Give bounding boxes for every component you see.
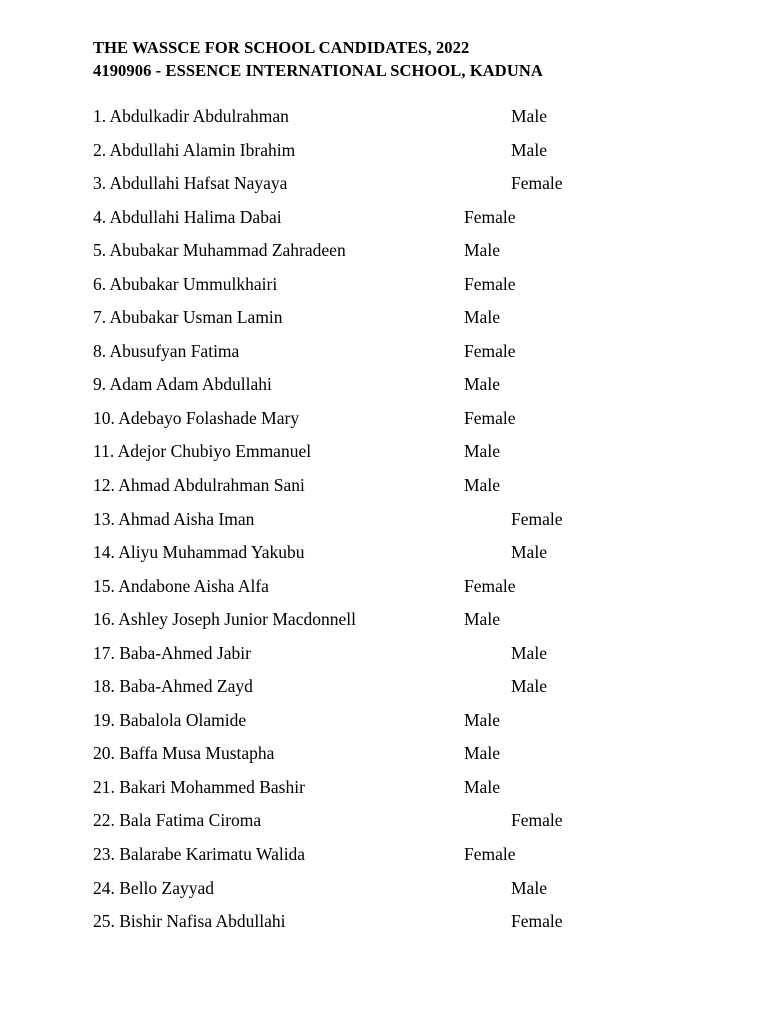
candidate-name: 14. Aliyu Muhammad Yakubu — [93, 542, 305, 563]
candidate-gender: Male — [464, 307, 500, 328]
list-item — [93, 406, 713, 440]
candidate-name: 8. Abusufyan Fatima — [93, 340, 240, 361]
candidate-name: 16. Ashley Joseph Junior Macdonnell — [93, 609, 356, 630]
candidate-name: 6. Abubakar Ummulkhairi — [93, 273, 278, 294]
candidate-name: 13. Ahmad Aisha Iman — [93, 508, 255, 529]
document-title: THE WASSCE FOR SCHOOL CANDIDATES, 2022 — [93, 38, 470, 57]
candidate-name: 2. Abdullahi Alamin Ibrahim — [93, 139, 296, 160]
list-item — [93, 138, 713, 172]
candidate-gender: Male — [464, 240, 500, 261]
list-item — [93, 272, 713, 306]
list-item — [93, 540, 713, 574]
candidate-gender: Male — [511, 139, 547, 160]
candidate-gender: Female — [464, 407, 516, 428]
candidate-name: 24. Bello Zayyad — [93, 877, 215, 898]
list-item — [93, 741, 713, 775]
candidate-name: 4. Abdullahi Halima Dabai — [93, 206, 282, 227]
school-name: 4190906 - ESSENCE INTERNATIONAL SCHOOL, KADUNA — [93, 61, 543, 80]
list-item — [93, 171, 713, 205]
list-item — [93, 372, 713, 406]
candidate-name: 19. Babalola Olamide — [93, 709, 247, 730]
candidate-name: 9. Adam Adam Abdullahi — [93, 374, 272, 395]
candidate-name: 1. Abdulkadir Abdulrahman — [93, 106, 289, 126]
list-item — [93, 674, 713, 708]
candidate-gender: Female — [464, 273, 516, 294]
list-item — [93, 842, 713, 876]
candidate-name: 3. Abdullahi Hafsat Nayaya — [93, 173, 288, 194]
candidate-name: 5. Abubakar Muhammad Zahradeen — [93, 240, 346, 261]
candidate-gender: Male — [464, 776, 500, 797]
list-item — [93, 238, 713, 272]
candidate-gender: Male — [464, 743, 500, 764]
candidate-gender: Male — [464, 709, 500, 730]
candidate-gender: Female — [464, 844, 516, 865]
candidate-name: 22. Bala Fatima Ciroma — [93, 810, 262, 831]
candidate-gender: Female — [464, 575, 516, 596]
list-item — [93, 876, 713, 910]
candidate-name: 15. Andabone Aisha Alfa — [93, 575, 269, 596]
candidate-gender: Male — [511, 642, 547, 663]
list-item — [93, 439, 713, 473]
list-item — [93, 473, 713, 507]
candidate-gender: Female — [511, 508, 563, 529]
list-item — [93, 305, 713, 339]
candidate-name: 18. Baba-Ahmed Zayd — [93, 676, 253, 697]
candidate-gender: Female — [464, 206, 516, 227]
candidate-list — [93, 104, 713, 943]
list-item — [93, 104, 713, 138]
list-item — [93, 708, 713, 742]
list-item — [93, 607, 713, 641]
candidate-name: 17. Baba-Ahmed Jabir — [93, 642, 251, 663]
candidate-gender: Female — [511, 173, 563, 194]
candidate-gender: Female — [511, 810, 563, 831]
candidate-name: 10. Adebayo Folashade Mary — [93, 407, 300, 428]
candidate-name: 11. Adejor Chubiyo Emmanuel — [93, 441, 312, 462]
candidate-gender: Male — [511, 542, 547, 563]
document-header — [93, 36, 543, 82]
list-item — [93, 339, 713, 373]
candidate-name: 25. Bishir Nafisa Abdullahi — [93, 911, 286, 932]
list-item — [93, 507, 713, 541]
candidate-gender: Female — [464, 340, 516, 361]
candidate-name: 7. Abubakar Usman Lamin — [93, 307, 283, 328]
candidate-gender: Male — [464, 374, 500, 395]
candidate-gender: Male — [464, 609, 500, 630]
candidate-gender: Male — [511, 877, 547, 898]
candidate-gender: Male — [511, 106, 547, 126]
list-item — [93, 909, 713, 943]
candidate-name: 21. Bakari Mohammed Bashir — [93, 776, 305, 797]
list-item — [93, 205, 713, 239]
candidate-name: 12. Ahmad Abdulrahman Sani — [93, 475, 305, 496]
candidate-name: 20. Baffa Musa Mustapha — [93, 743, 275, 764]
candidate-name: 23. Balarabe Karimatu Walida — [93, 844, 306, 865]
list-item — [93, 775, 713, 809]
list-item — [93, 641, 713, 675]
candidate-gender: Male — [464, 475, 500, 496]
candidate-gender: Male — [511, 676, 547, 697]
candidate-gender: Female — [511, 911, 563, 932]
candidate-gender: Male — [464, 441, 500, 462]
list-item — [93, 574, 713, 608]
list-item — [93, 808, 713, 842]
